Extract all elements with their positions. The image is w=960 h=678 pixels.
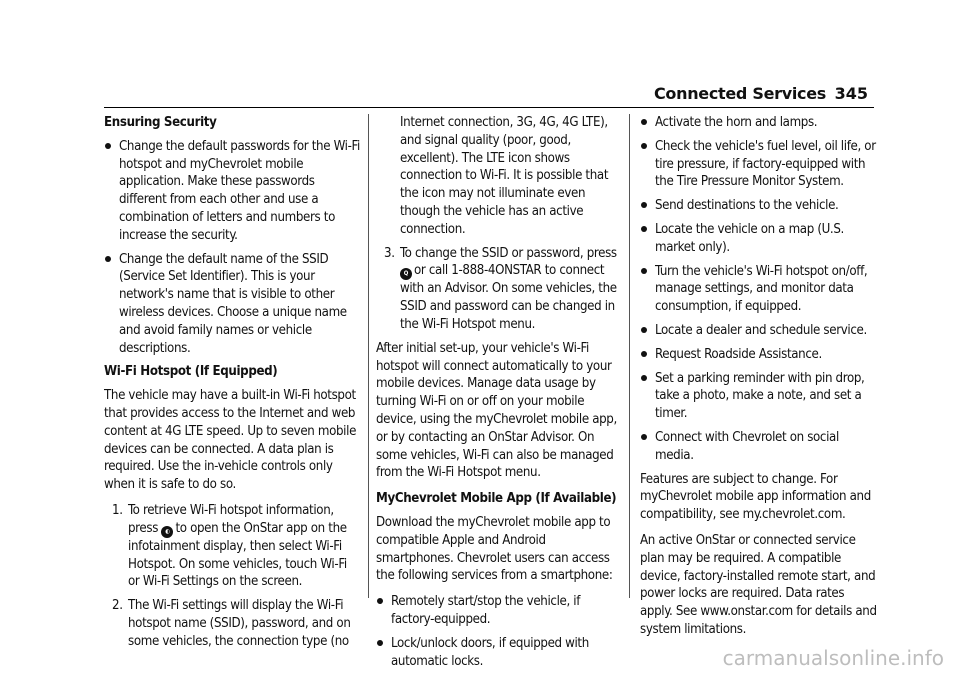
- column-1: [104, 114, 360, 657]
- bullet-icon: [105, 256, 111, 262]
- header-rule: [104, 107, 874, 108]
- app-services-list-cont: [640, 114, 880, 465]
- bullet-icon: [641, 226, 647, 232]
- list-item: Turn the vehicle's Wi-Fi hotspot on/off, manage settings, and monitor data consumption, if equipped.: [640, 263, 880, 316]
- list-item: Remotely start/stop the vehicle, if factory-equipped.: [376, 593, 618, 629]
- heading-wifi-hotspot: Wi-Fi Hotspot (If Equipped): [104, 364, 278, 380]
- step-1: 1. To retrieve Wi-Fi hotspot information, press ◐ to open the OnStar app on the infotainment display, then select Wi-Fi Hotspot. On some vehicles, touch Wi-Fi or Wi-Fi Settings on the screen.: [112, 502, 347, 590]
- step-3: 3. To change the SSID or password, press Q or call 1-888-4ONSTAR to connect with an Advisor. On some vehicles, the SSID and password can be changed in the Wi-Fi Hotspot menu.: [384, 245, 617, 332]
- bullet-icon: [377, 598, 383, 604]
- security-list: [104, 138, 360, 358]
- list-item: Send destinations to the vehicle.: [640, 197, 880, 215]
- list-item: Activate the horn and lamps.: [640, 114, 880, 132]
- bullet-icon: [377, 640, 383, 646]
- bullet-icon: [641, 375, 647, 381]
- list-item: Locate a dealer and schedule service.: [640, 322, 880, 340]
- page-header: [0, 84, 960, 108]
- list-item: Connect with Chevrolet on social media.: [640, 429, 880, 465]
- watermark: carmanualsonline.info: [722, 646, 944, 670]
- column-3: [640, 114, 880, 647]
- step-2-continued: Internet connection, 3G, 4G, 4G LTE), and signal quality (poor, good, excellent). The LTE icon shows connection to Wi-Fi. It is possible that the icon may not illuminate even though the vehicle has an active connection.: [400, 115, 609, 237]
- onstar-button-icon: Q: [400, 268, 412, 280]
- list-item: Set a parking reminder with pin drop, take a photo, make a note, and set a timer.: [640, 370, 880, 423]
- column-2: [376, 114, 618, 676]
- heading-ensuring-security: Ensuring Security: [104, 115, 217, 130]
- page-number: 345: [834, 84, 868, 103]
- paragraph: An active OnStar or connected service plan may be required. A compatible device, factory-installed remote start, and power locks are required. Data rates apply. See www.onstar.com for details and system limitations.: [640, 532, 877, 637]
- bullet-icon: [641, 327, 647, 333]
- onstar-app-icon: ◐: [161, 526, 173, 538]
- list-item: Change the default passwords for the Wi-Fi hotspot and myChevrolet mobile application. Make these passwords different from each other and use a combination of letters and numbers to increase the security.: [104, 138, 360, 245]
- bullet-icon: [641, 119, 647, 125]
- bullet-icon: [105, 143, 111, 149]
- list-item: Lock/unlock doors, if equipped with automatic locks.: [376, 635, 618, 671]
- column-divider: [368, 114, 369, 598]
- bullet-icon: [641, 202, 647, 208]
- heading-mychevrolet-app: MyChevrolet Mobile App (If Available): [376, 491, 617, 507]
- paragraph: The vehicle may have a built-in Wi-Fi hotspot that provides access to the Internet and web content at 4G LTE speed. Up to seven mobile devices can be connected. A data plan is required. Use the in-vehicle controls only when it is safe to do so.: [104, 388, 357, 493]
- bullet-icon: [641, 268, 647, 274]
- bullet-icon: [641, 143, 647, 149]
- step-2: 2. The Wi-Fi settings will display the Wi-Fi hotspot name (SSID), password, and on some vehicles, the connection type (no: [112, 598, 351, 649]
- list-item: Request Roadside Assistance.: [640, 346, 880, 364]
- paragraph: After initial set-up, your vehicle's Wi-Fi hotspot will connect automatically to your mobile devices. Manage data usage by turning Wi-Fi on or off on your mobile device, using the myChevrolet mobile app, or by contacting an OnStar Advisor. On some vehicles, Wi-Fi can also be managed from the Wi-Fi Hotspot menu.: [376, 340, 617, 481]
- bullet-icon: [641, 351, 647, 357]
- app-services-list: [376, 593, 618, 670]
- list-item: Check the vehicle's fuel level, oil life, or tire pressure, if factory-equipped with the Tire Pressure Monitor System.: [640, 138, 880, 191]
- bullet-icon: [641, 434, 647, 440]
- paragraph: Download the myChevrolet mobile app to compatible Apple and Android smartphones. Chevrolet users can access the following services from a smartphone:: [376, 514, 613, 584]
- paragraph: Features are subject to change. For myChevrolet mobile app information and compatibility, see my.chevrolet.com.: [640, 471, 871, 523]
- column-divider: [629, 114, 630, 598]
- list-item: Change the default name of the SSID (Service Set Identifier). This is your network's name that is visible to other wireless devices. Choose a unique name and avoid family names or vehicle descriptions.: [104, 251, 360, 358]
- list-item: Locate the vehicle on a map (U.S. market only).: [640, 221, 880, 257]
- section-title: Connected Services: [653, 84, 826, 103]
